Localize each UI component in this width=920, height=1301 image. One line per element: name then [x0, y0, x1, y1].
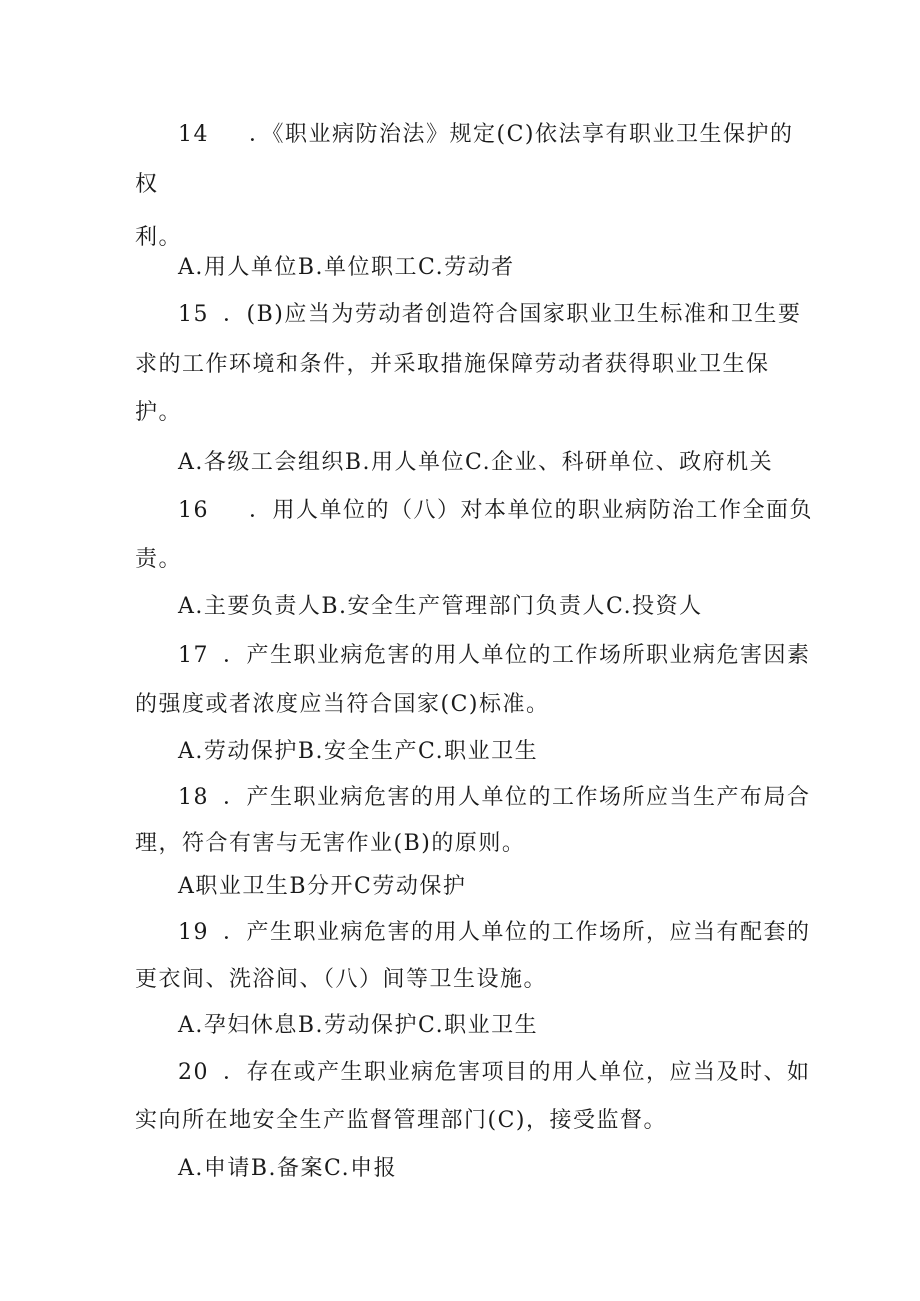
question-15-line-3: 护。	[135, 400, 183, 425]
question-15-options: A.各级工会组织B.用人单位C.企业、科研单位、政府机关	[178, 450, 774, 475]
question-19-line-1	[178, 918, 811, 948]
question-text: ．(B)应当为劳动者创造符合国家职业卫生标准和卫生要	[223, 302, 802, 327]
question-18-options: A职业卫生B分开C劳动保护	[178, 874, 467, 899]
question-20-options: A.申请B.备案C.申报	[178, 1156, 398, 1181]
question-number: 14	[178, 122, 209, 147]
question-17-line-2: 的强度或者浓度应当符合国家(C)标准。	[135, 692, 550, 717]
question-20-line-2: 实向所在地安全生产监督管理部门(C)，接受监督。	[135, 1108, 668, 1133]
question-18-line-2: 理，符合有害与无害作业(B)的原则。	[135, 831, 526, 856]
question-number: 15	[178, 302, 209, 327]
question-14-line-3: 利。	[135, 225, 183, 250]
question-text: ．产生职业病危害的用人单位的工作场所应当生产布局合	[223, 785, 811, 810]
question-number: 17	[178, 643, 209, 668]
question-20-line-1	[178, 1058, 811, 1088]
question-16-line-2: 责。	[135, 547, 183, 572]
question-14-line-1	[178, 120, 794, 150]
question-number: 16	[178, 498, 209, 523]
question-text: ．产生职业病危害的用人单位的工作场所，应当有配套的	[223, 920, 811, 945]
question-16-options: A.主要负责人B.安全生产管理部门负责人C.投资人	[178, 594, 703, 619]
question-17-options: A.劳动保护B.安全生产C.职业卫生	[178, 739, 539, 764]
question-number: 18	[178, 785, 209, 810]
question-text: ．存在或产生职业病危害项目的用人单位，应当及时、如	[223, 1060, 811, 1085]
question-15-line-1	[178, 300, 801, 330]
question-19-line-2: 更衣间、洗浴间、（八）间等卫生设施。	[135, 967, 548, 992]
question-18-line-1	[178, 783, 811, 813]
question-number: 19	[178, 920, 209, 945]
question-number: 20	[178, 1060, 209, 1085]
question-17-line-1	[178, 641, 811, 671]
question-15-line-2: 求的工作环境和条件，并采取措施保障劳动者获得职业卫生保	[135, 352, 770, 377]
question-16-line-1	[178, 496, 813, 526]
question-text: ．用人单位的（八）对本单位的职业病防治工作全面负	[249, 498, 814, 523]
question-text: ．《职业病防治法》规定(C)依法享有职业卫生保护的	[249, 122, 794, 147]
question-text: ．产生职业病危害的用人单位的工作场所职业病危害因素	[223, 643, 811, 668]
question-14-line-2: 权	[135, 172, 159, 197]
question-19-options: A.孕妇休息B.劳动保护C.职业卫生	[178, 1013, 539, 1038]
question-14-options: A.用人单位B.单位职工C.劳动者	[178, 255, 515, 280]
